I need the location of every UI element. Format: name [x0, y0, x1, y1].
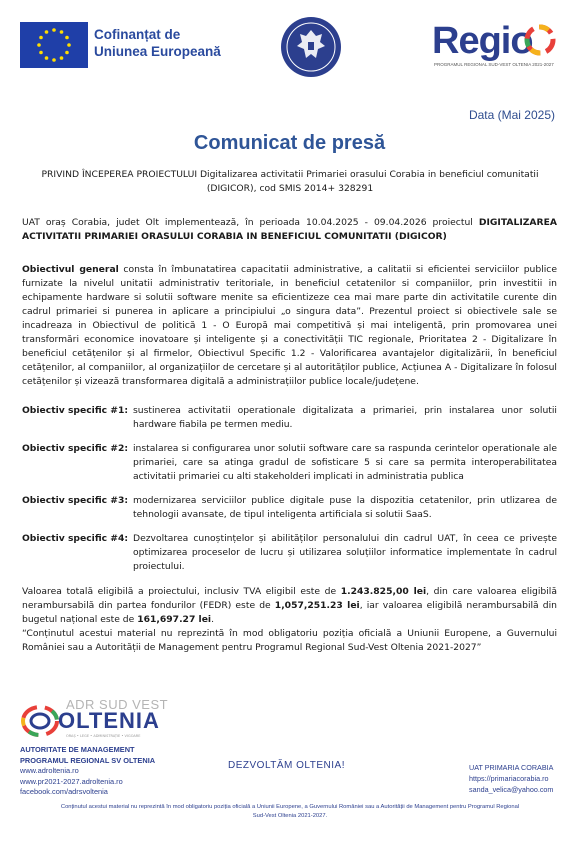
footer-disclaimer: Conținutul acestui material nu reprezintă în mod obligatoriu poziția oficială a Uniunii Europene, a Guvernului României sau a Autorității de Management pentru Programul Regional Sud-Vest Oltenia 2021-2027. [60, 804, 520, 819]
eu-star-icon [60, 30, 64, 34]
regio-logo-ring-icon [522, 22, 558, 58]
specific-objective-label: Obiectiv specific #1: [22, 405, 129, 416]
footer-right-contact [469, 762, 553, 795]
eu-star-icon [45, 56, 49, 60]
eu-star-icon [65, 36, 69, 40]
adr-swirl-icon [20, 703, 60, 739]
eu-star-icon [39, 51, 43, 55]
national-budget-value: 161,697.27 lei [137, 614, 212, 625]
footer-link-adroltenia[interactable]: www.adroltenia.ro [20, 766, 79, 775]
footer-link-primaria[interactable]: https://primariacorabia.ro [469, 774, 549, 783]
eu-cofinanced-text [94, 26, 221, 60]
eu-line-2: Uniunea Europeană [94, 44, 221, 59]
header [0, 0, 579, 95]
specific-objective-label: Obiectiv specific #4: [22, 533, 129, 544]
footer-left-line: AUTORITATE DE MANAGEMENT [20, 745, 135, 754]
footer-email[interactable]: sanda_velica@yahoo.com [469, 785, 554, 794]
eu-star-icon [52, 58, 56, 62]
eu-star-icon [37, 43, 41, 47]
specific-objective-text: modernizarea serviciilor publice digitale puse la dispozitia cetatenilor, prin utlizarea de tehnologii avansate, de tipul inteligenta artificiala si solutii SaaS. [133, 495, 557, 520]
adr-top-text: ADR SUD VEST [66, 697, 169, 712]
eu-star-icon [39, 36, 43, 40]
general-objective-text: consta în îmbunatatirea capacitatii administrative, a calitatii si eficientei serviciilor publice furnizate la nivelul unitatii administrativ teritoriale, in beneficiul cetatenilor si companiilor, prin investitii in echipamente hardware si solutii software menite sa eficientizeze cea mai mare parte din activitatile curente din cadrul primariei si punerea in aplicare a principiului „o singura data”. Prezentul proiect si obiectivele sale se incadreaza in Obiectivul de politică 1 - O Europă mai competitivă și mai inteligentă, prin promovarea unei transformări economice inovatoare și inteligente și a conectivității TIC regionale, Prioritatea 2 - Digitalizare în beneficiul cetățenilor și al firmelor, Obiectivul Specific 1.2 - Valorificarea avantajelor digitalizării, în beneficiul cetățenilor, al companiilor, al organizațiilor de cercetare și al autorităților publice, Acțiunea A - Digitalizare în folosul cetățenilor și vizează transformarea digitală a administrațiilor publice locale/județene. [22, 264, 557, 387]
eu-star-icon [65, 51, 69, 55]
adr-main-text: OLTENIA [58, 708, 160, 733]
value-text: , din care valoarea eligibilă nerambursabilă din partea fondurilor (FEDR) este de [22, 586, 557, 611]
general-objective-label: Obiectivul general [22, 264, 119, 275]
eu-star-icon [52, 28, 56, 32]
eu-star-icon [60, 56, 64, 60]
value-text: , iar valoarea eligibilă nerambursabilă din bugetul național este de [22, 600, 557, 625]
value-text: . [211, 614, 214, 625]
general-objective-paragraph [22, 263, 557, 389]
eu-line-1: Cofinanțat de [94, 27, 181, 42]
footer-left-line: PROGRAMUL REGIONAL SV OLTENIA [20, 755, 156, 765]
specific-objective-label: Obiectiv specific #2: [22, 443, 129, 454]
footer-link-facebook[interactable]: facebook.com/adrsvoltenia [20, 787, 108, 796]
total-value: 1.243.825,00 lei [340, 586, 427, 597]
disclaimer-paragraph: “Conținutul acestui material nu reprezintă în mod obligatoriu poziția oficială a Uniunii Europene, a Guvernului României sau a Autorității de Management pentru Programul Regional Sud-Vest Oltenia 2021-2027” [22, 628, 557, 653]
project-value-paragraph [22, 585, 557, 627]
adr-tagline: ORAȘ • LEGE • ADMINISTRAȚIE • VIGOARE [66, 734, 141, 738]
footer-left-contact [20, 745, 155, 798]
fedr-value: 1,057,251.23 lei [274, 600, 360, 611]
eu-star-icon [45, 30, 49, 34]
regio-logo [432, 20, 560, 72]
specific-objective-text: sustinerea activitatii operationale digitalizata a primariei, prin instalarea unor solutii hardware fiabila pe termen mediu. [133, 405, 557, 430]
government-romania-logo [280, 16, 342, 78]
intro-paragraph [22, 216, 557, 244]
footer-right-line: UAT PRIMARIA CORABIA [469, 763, 554, 772]
date-label: Data (Mai 2025) [468, 108, 555, 122]
specific-objective-label: Obiectiv specific #3: [22, 495, 129, 506]
eu-star-icon [67, 43, 71, 47]
subtitle: PRIVIND ÎNCEPEREA PROIECTULUI Digitalizarea activitatii Primariei orasului Corabia in beneficiul comunitatii (DIGICOR), cod SMIS 2014+ 328291 [41, 169, 539, 194]
page-title: Comunicat de presă [193, 132, 386, 154]
regio-logo-text: Regio [432, 20, 533, 62]
footer-slogan: DEZVOLTĂM OLTENIA! [228, 760, 345, 771]
value-text: Valoarea totală eligibilă a proiectului, inclusiv TVA eligibil este de [22, 586, 341, 597]
intro-text: UAT oraș Corabia, judet Olt implementează, în perioada 10.04.2025 - 09.04.2026 proiectul [22, 217, 479, 228]
regio-subtitle: PROGRAMUL REGIONAL SUD-VEST OLTENIA 2021-2027 [434, 62, 554, 67]
specific-objective-text: Dezvoltarea cunoștințelor și abilităților personalului din cadrul UAT, în ceea ce privește optimizarea proceselor de lucru și utilizarea soluțiilor informatice implementate în cadrul proiectului. [133, 533, 557, 572]
footer-link-pr2021[interactable]: www.pr2021-2027.adroltenia.ro [20, 776, 123, 786]
specific-objective-text: instalarea si configurarea unor solutii software care sa raspunda cerintelor operationale ale primariei, care sa atinga gradul de sofisticare 5 si care sa permita interoperabilitatea activitatii primariei cu alti stakeholderi implicati in administratia publica [133, 443, 557, 482]
project-name: DIGITALIZAREA ACTIVITATII PRIMARIEI ORASULUI CORABIA IN BENEFICIUL COMUNITATII (DIGICOR) [22, 217, 557, 242]
adr-oltenia-logo [20, 697, 180, 741]
eu-flag-logo [20, 22, 88, 68]
